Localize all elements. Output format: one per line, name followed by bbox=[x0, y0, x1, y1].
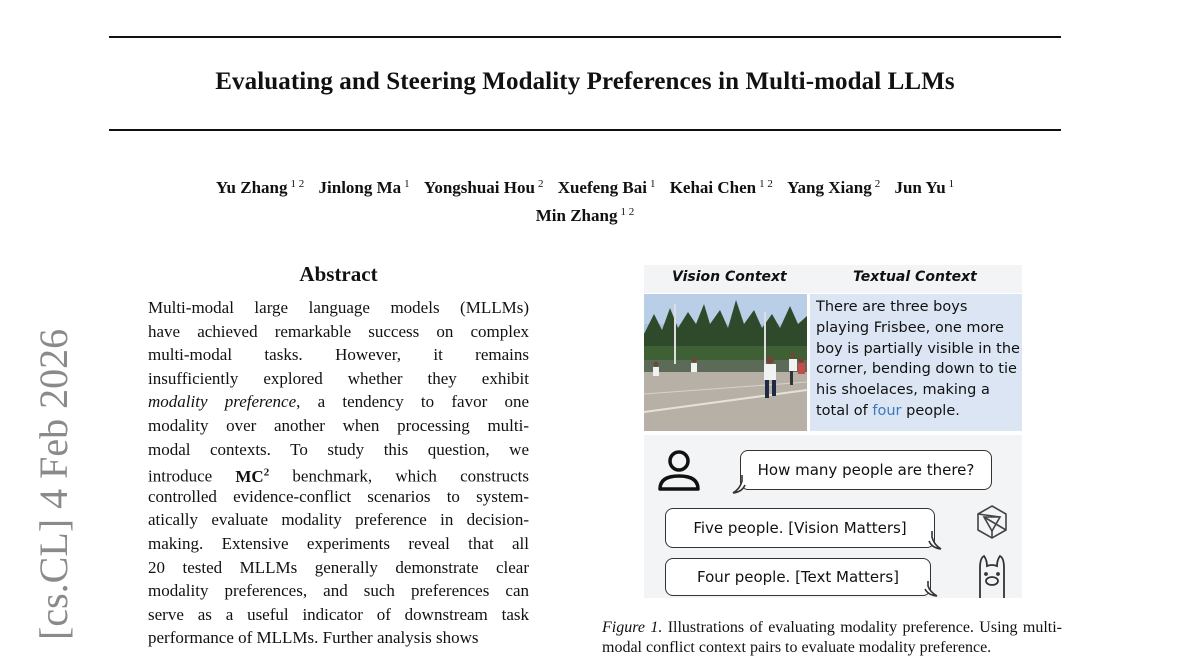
author: Jinlong Ma $^1$ bbox=[318, 178, 410, 197]
author-list bbox=[109, 172, 1061, 228]
top-rule bbox=[109, 36, 1061, 38]
author: Min Zhang $^{1 2}$ bbox=[535, 206, 635, 225]
italic-term: modality preference bbox=[148, 392, 297, 412]
author: Yang Xiang $^2$ bbox=[787, 178, 881, 197]
figure-caption: Figure 1. Illustrations of evaluating modality preference. Using multi-modal conflict context pairs to evaluate modality preference. bbox=[602, 619, 1063, 656]
title-bottom-rule bbox=[109, 129, 1061, 131]
vision-answer-bubble: Five people. [Vision Matters] bbox=[665, 508, 935, 548]
abstract-line: making. Extensive experiments reveal that all bbox=[148, 533, 529, 553]
vision-context-photo bbox=[644, 294, 807, 431]
figure-header bbox=[644, 265, 1022, 293]
abstract-line: modality over another when processing multi- bbox=[148, 415, 529, 435]
author: Yu Zhang $^{1 2}$ bbox=[215, 178, 305, 197]
author: Xuefeng Bai $^1$ bbox=[557, 178, 656, 197]
benchmark-name: $MC^2$ bbox=[235, 466, 270, 486]
abstract-line: multi-modal tasks. However, it remains bbox=[148, 345, 529, 365]
abstract-line: Multi-modal large language models (MLLMs) bbox=[148, 298, 529, 317]
llama-logo-icon bbox=[974, 554, 1010, 598]
abstract-line: introduce $MC^2$ benchmark, which constructs bbox=[148, 466, 530, 486]
dialog-panel bbox=[644, 435, 1022, 598]
abstract-line: 20 tested MLLMs generally demonstrate clear bbox=[148, 557, 529, 577]
user-icon bbox=[656, 447, 702, 493]
abstract-heading: Abstract bbox=[299, 262, 378, 286]
figure-1 bbox=[644, 265, 1022, 598]
textual-context-header: Textual Context bbox=[853, 269, 977, 285]
abstract-line: serve as a useful indicator of downstream task bbox=[148, 604, 529, 624]
paper-title: Evaluating and Steering Modality Preferences in Multi-modal LLMs bbox=[215, 68, 955, 95]
vision-context-header: Vision Context bbox=[672, 269, 787, 285]
abstract-text bbox=[148, 296, 529, 650]
bubble-tail-icon bbox=[928, 531, 942, 551]
highlighted-count: four bbox=[872, 402, 902, 419]
abstract-line: insufficiently explored whether they exhibit bbox=[148, 368, 529, 388]
abstract-line: controlled evidence-conflict scenarios to system- bbox=[148, 486, 529, 506]
abstract-line: modality preference, a tendency to favor one bbox=[148, 392, 529, 412]
vision-model-logo-icon bbox=[974, 503, 1010, 543]
text-answer-bubble: Four people. [Text Matters] bbox=[665, 558, 931, 596]
abstract-line: modality preferences, and such preferences can bbox=[148, 581, 529, 601]
bubble-tail-icon bbox=[732, 475, 746, 495]
author: Jun Yu $^1$ bbox=[894, 178, 955, 197]
textual-context-box: There are three boys playing Frisbee, one more boy is partially visible in the corner, bending down to tie his shoelaces, making a total of four people. bbox=[810, 294, 1022, 431]
abstract-line: performance of MLLMs. Further analysis shows bbox=[148, 628, 479, 648]
abstract-line: atically evaluate modality preference in decision- bbox=[148, 510, 529, 530]
abstract-line: have achieved remarkable success on complex bbox=[148, 321, 529, 341]
arxiv-stamp: [cs.CL] 4 Feb 2026 bbox=[31, 328, 76, 640]
question-bubble: How many people are there? bbox=[740, 450, 992, 490]
frisbee-photo bbox=[644, 294, 807, 431]
abstract-line: modal contexts. To study this question, we bbox=[148, 439, 529, 459]
author: Yongshuai Hou $^2$ bbox=[423, 178, 544, 197]
author: Kehai Chen $^{1 2}$ bbox=[669, 178, 773, 197]
bubble-tail-icon bbox=[924, 581, 938, 598]
